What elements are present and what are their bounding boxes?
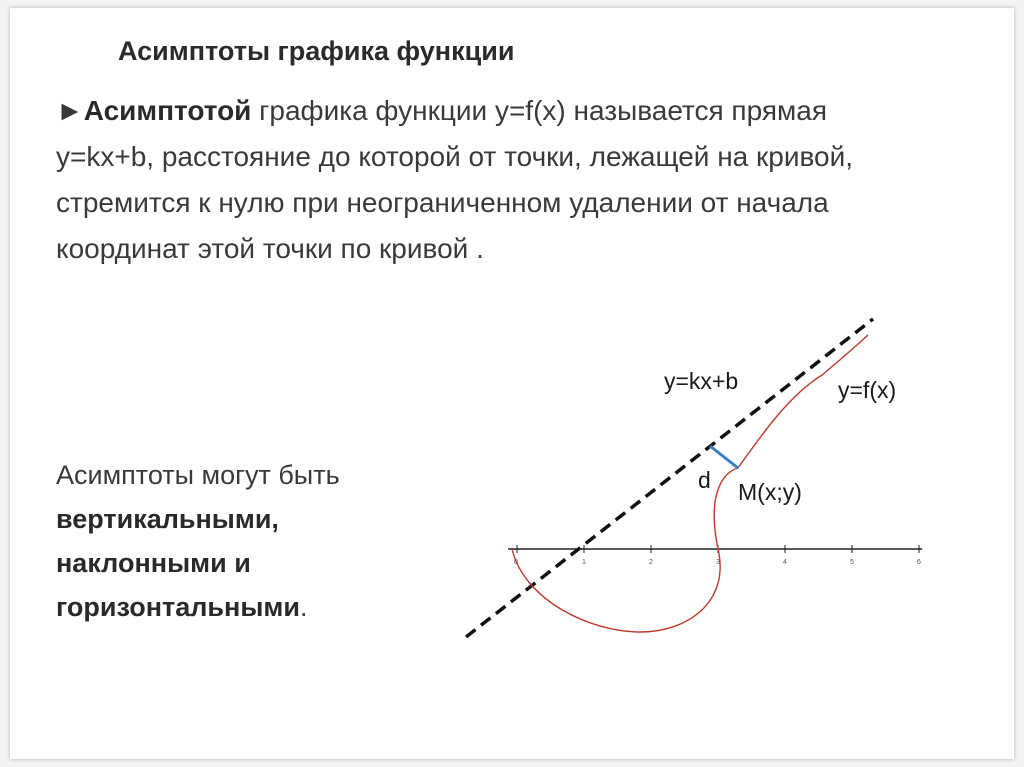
curve-label: y=f(x) bbox=[838, 377, 897, 403]
point-label: M(x;y) bbox=[738, 479, 802, 505]
type-horizontal: горизонтальными bbox=[56, 592, 300, 622]
tick-label: 4 bbox=[783, 559, 787, 566]
tick-label: 5 bbox=[850, 559, 854, 566]
tick-label: 3 bbox=[716, 559, 720, 566]
distance-segment bbox=[710, 446, 738, 468]
slide-title: Асимптоты графика функции bbox=[118, 36, 515, 66]
tick-label: 6 bbox=[917, 559, 921, 566]
types-intro: Асимптоты могут быть bbox=[56, 460, 340, 490]
type-oblique: наклонными и bbox=[56, 548, 251, 578]
asymptote-label: y=kx+b bbox=[664, 368, 739, 394]
distance-label: d bbox=[698, 467, 711, 493]
types-end: . bbox=[299, 592, 308, 622]
bullet-icon: ► bbox=[56, 95, 84, 126]
definition-text: графика функции y=f(x) называется прямая y=kx+b, расстояние до которой от точки, лежащей на кривой, стремится к нулю при неограниченном удалении от начала координат этой точки по кривой . bbox=[56, 95, 854, 264]
type-vertical: вертикальными, bbox=[56, 504, 279, 534]
definition-term: Асимптотой bbox=[83, 95, 252, 126]
tick-label: 2 bbox=[649, 559, 653, 566]
tick-label: 0 bbox=[514, 559, 518, 566]
asymptote-line bbox=[466, 319, 873, 637]
x-tick-labels bbox=[514, 559, 921, 566]
tick-label: 1 bbox=[582, 559, 586, 566]
